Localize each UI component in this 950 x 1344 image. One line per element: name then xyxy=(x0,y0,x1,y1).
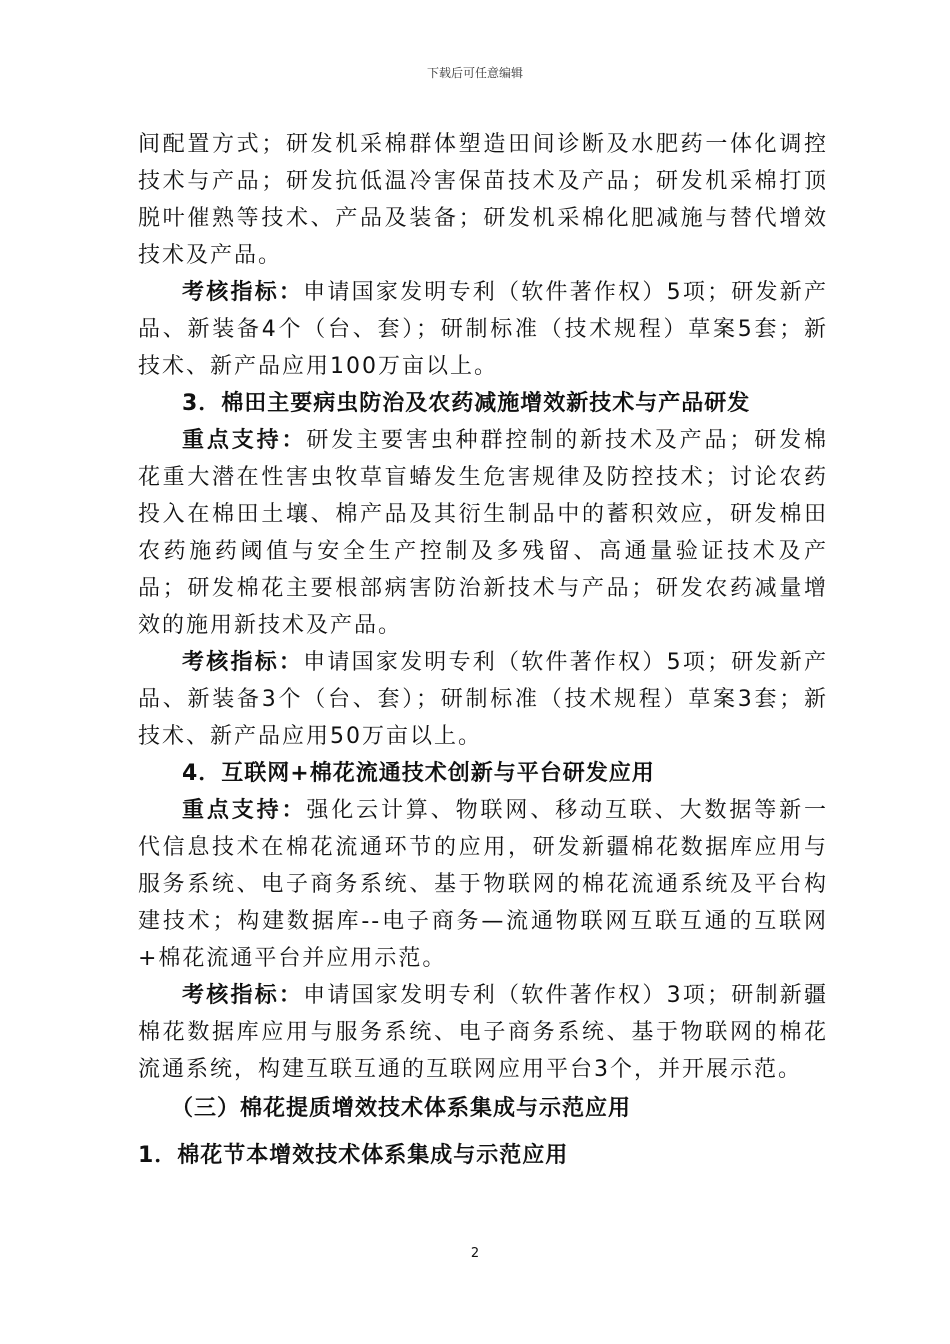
page-header: 下载后可任意编辑 xyxy=(426,66,523,80)
paragraph-assessment-3 xyxy=(138,644,828,755)
paragraph-text: 强化云计算、物联网、移动互联、大数据等新一代信息技术在棉花流通环节的应用，研发新疆棉花数据库应用与服务系统、电子商务系统、基于物联网的棉花流通系统及平台构建技术；构建数据库--电子商务—流通物联网互联互通的互联网+棉花流通平台并应用示范。 xyxy=(138,798,828,971)
heading-item-3: 3．棉田主要病虫防治及农药减施增效新技术与产品研发 xyxy=(182,391,751,416)
paragraph-support-4 xyxy=(138,792,828,977)
paragraph-label: 重点支持： xyxy=(182,428,307,453)
document-body xyxy=(138,126,828,1174)
paragraph-text: 申请国家发明专利（软件著作权）5项；研发新产品、新装备3个（台、套）；研制标准（技术规程）草案3套；新技术、新产品应用50万亩以上。 xyxy=(138,650,828,749)
paragraph-text: 研发主要害虫种群控制的新技术及产品；研发棉花重大潜在性害虫牧草盲蝽发生危害规律及防控技术；讨论农药投入在棉田土壤、棉产品及其衍生制品中的蓄积效应，研发棉田农药施药阈值与安全生产控制及多残留、高通量验证技术及产品；研发棉花主要根部病害防治新技术与产品；研发农药减量增效的施用新技术及产品。 xyxy=(138,428,828,638)
paragraph-assessment-4 xyxy=(138,977,828,1088)
paragraph-label: 考核指标： xyxy=(182,650,304,675)
paragraph-text: 申请国家发明专利（软件著作权）3项；研制新疆棉花数据库应用与服务系统、电子商务系统、基于物联网的棉花流通系统，构建互联互通的互联网应用平台3个，并开展示范。 xyxy=(138,983,828,1082)
page-number: 2 xyxy=(470,1246,480,1261)
paragraph-label: 重点支持： xyxy=(182,798,307,823)
section-heading-3: （三）棉花提质增效技术体系集成与示范应用 xyxy=(171,1096,632,1121)
paragraph-support-3 xyxy=(138,422,828,644)
paragraph-text: 申请国家发明专利（软件著作权）5项；研发新产品、新装备4个（台、套）；研制标准（技术规程）草案5套；新技术、新产品应用100万亩以上。 xyxy=(138,280,828,379)
paragraph-label: 考核指标： xyxy=(182,983,304,1008)
paragraph-assessment-2 xyxy=(138,274,828,385)
paragraph-continued: 间配置方式；研发机采棉群体塑造田间诊断及水肥药一体化调控技术与产品；研发抗低温冷害保苗技术及产品；研发机采棉打顶脱叶催熟等技术、产品及装备；研发机采棉化肥减施与替代增效技术及产品。 xyxy=(138,132,828,268)
heading-item-4: 4．互联网+棉花流通技术创新与平台研发应用 xyxy=(182,761,655,786)
subsection-heading-1: 1．棉花节本增效技术体系集成与示范应用 xyxy=(138,1143,569,1168)
paragraph-label: 考核指标： xyxy=(182,280,304,305)
